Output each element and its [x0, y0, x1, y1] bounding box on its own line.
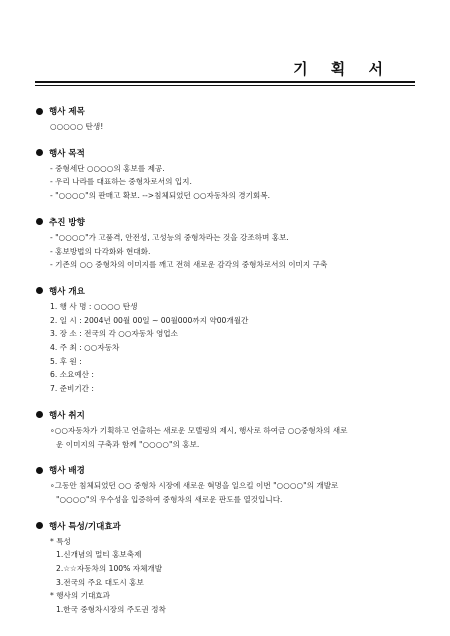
- section-heading-text: 행사 배경: [49, 466, 85, 477]
- section-heading-text: 행사 제목: [49, 107, 85, 117]
- bullet-icon: [36, 287, 43, 294]
- bullet-icon: [36, 411, 43, 418]
- section-features: [36, 520, 416, 617]
- overview-item: 3. 장 소 : 전국의 각 ○○자동차 영업소: [50, 329, 178, 339]
- title-rule-top: [35, 81, 415, 83]
- section-heading: [36, 105, 416, 117]
- section-purpose: [36, 147, 416, 203]
- section-background: [36, 464, 416, 506]
- section-intent: [36, 409, 416, 451]
- overview-item: 5. 후 원 :: [50, 356, 82, 366]
- feature-item: 3.전국의 주요 대도시 홍보: [56, 577, 144, 587]
- direction-line: - "○○○○"가 고품격, 안전성, 고성능의 중형차라는 것을 강조하며 홍보.: [50, 232, 289, 242]
- overview-item: 4. 주 최 : ○○자동차: [50, 343, 120, 353]
- direction-line: - 홍보방법의 다각화와 현대화.: [50, 246, 151, 256]
- section-heading-text: 추진 방향: [49, 217, 85, 228]
- purpose-line: - "○○○○"의 판매고 확보. -->침체되었던 ○○자동차의 경기회복.: [50, 191, 271, 201]
- background-line-continued: "○○○○"의 우수성을 입증하여 중형차의 새로운 판도를 열것입니다.: [56, 494, 283, 504]
- feature-item: 2.☆☆자동차의 100% 자체개발: [56, 564, 163, 574]
- intent-line-continued: 운 이미지의 구축과 함께 "○○○○"의 홍보.: [56, 439, 200, 449]
- section-heading: [36, 409, 416, 421]
- bullet-icon: [36, 149, 43, 156]
- background-line: ∘그동안 침체되었던 ○○ 중형차 시장에 새로운 혁명을 일으킬 이번 "○○○○"의 개발로: [50, 481, 339, 491]
- section-overview: [36, 285, 416, 396]
- section-heading: [36, 520, 416, 532]
- bullet-icon: [36, 218, 43, 225]
- overview-item: 7. 준비기간 :: [50, 384, 94, 394]
- section-heading-text: 행사 특성/기대효과: [49, 521, 121, 532]
- title-rule-bottom: [35, 85, 415, 86]
- bullet-icon: [36, 108, 43, 115]
- purpose-line: - 우리 나라를 대표하는 중형차로서의 입지.: [50, 177, 192, 187]
- bullet-icon: [36, 467, 43, 474]
- event-name-line: ○○○○○ 탄생!: [50, 122, 104, 131]
- direction-line: - 기존의 ○○ 중형차의 이미지를 깨고 전혀 새로운 감각의 중형차로서의 이미지 구축: [50, 260, 328, 270]
- effect-item: 1.한국 중형차시장의 주도권 정착: [56, 605, 166, 615]
- features-subheading: * 특성: [50, 536, 71, 546]
- purpose-line: - 중형세단 ○○○○의 홍보를 제공.: [50, 163, 165, 173]
- section-heading: [36, 216, 416, 228]
- effects-subheading: * 행사의 기대효과: [50, 591, 110, 601]
- bullet-icon: [36, 522, 43, 529]
- feature-item: 1.신개념의 멀티 홍보축제: [56, 550, 142, 560]
- intent-line: ∘○○자동차가 기획하고 연출하는 새로운 모델링의 제시, 행사로 하여금 ○○중형차의 새로: [50, 425, 348, 435]
- section-heading-text: 행사 목적: [49, 148, 85, 159]
- section-event-name: [36, 105, 416, 134]
- section-direction: [36, 216, 416, 272]
- overview-item: 6. 소요예산 :: [50, 370, 94, 380]
- section-heading-text: 행사 취지: [49, 410, 85, 421]
- overview-item: 2. 일 시 : 2004년 00월 00일 ~ 00월000까지 약00개월간: [50, 315, 249, 325]
- section-heading: [36, 285, 416, 297]
- section-heading: [36, 147, 416, 159]
- document-title: 기 획 서: [293, 60, 392, 78]
- document-body: [36, 105, 416, 630]
- section-heading-text: 행사 개요: [49, 286, 85, 297]
- section-heading: [36, 464, 416, 476]
- overview-item: 1. 행 사 명 : ○○○○ 탄생: [50, 301, 138, 311]
